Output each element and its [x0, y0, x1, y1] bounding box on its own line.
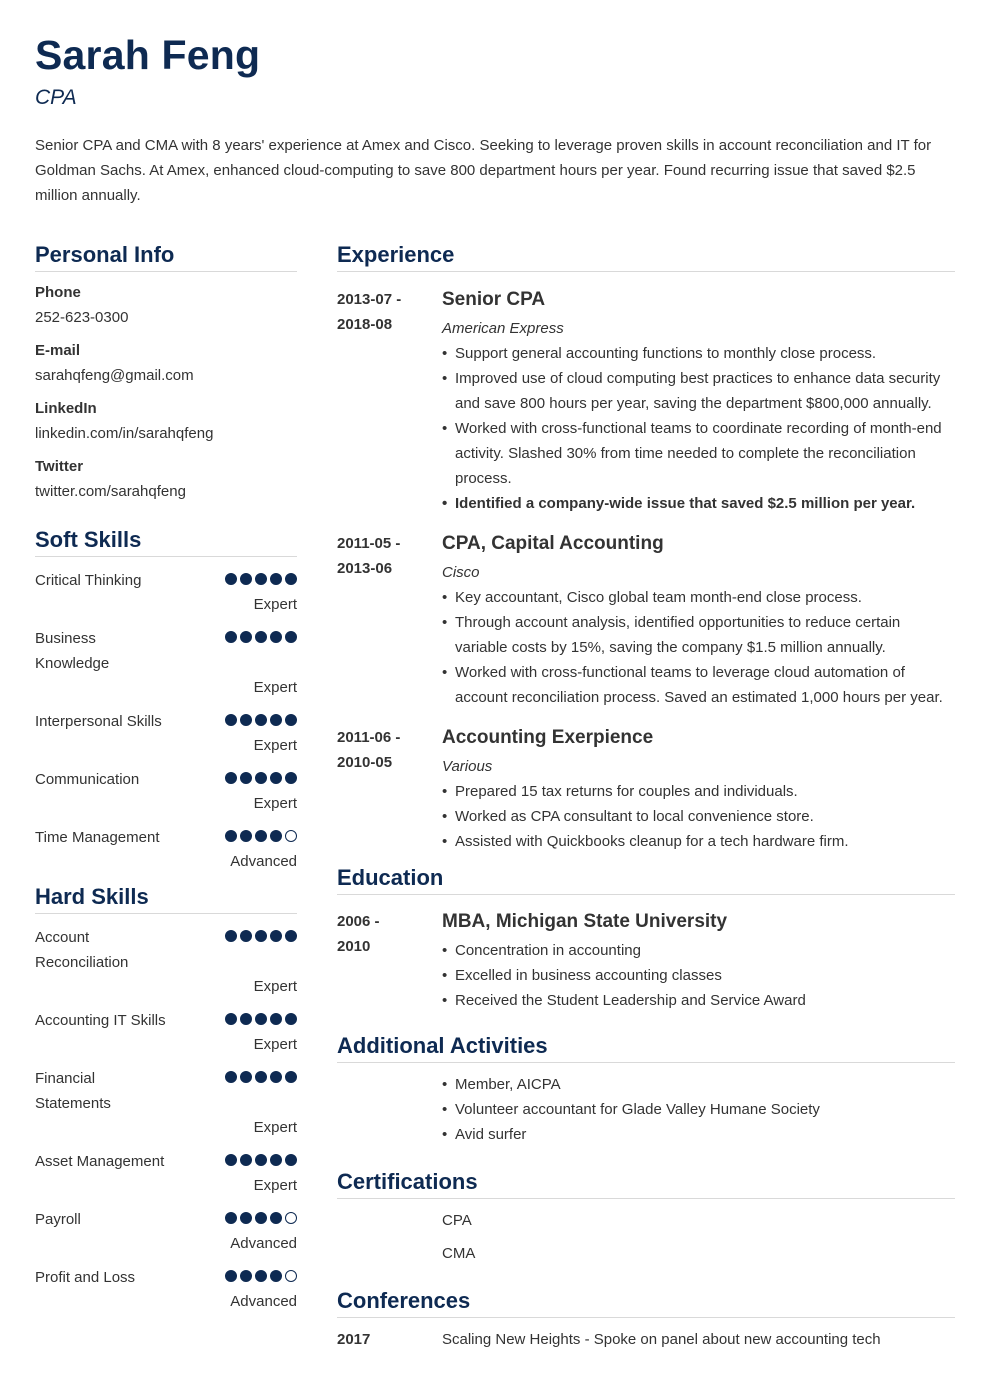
- rating-dot-filled: [240, 1270, 252, 1282]
- info-label: Phone: [35, 284, 81, 301]
- rating-dot-filled: [240, 573, 252, 585]
- rating-dot-filled: [270, 631, 282, 643]
- date-start: 2011-05 -: [337, 535, 401, 552]
- rating-dot-filled: [270, 573, 282, 585]
- activities-section: [337, 1033, 955, 1147]
- rating-dot-filled: [225, 573, 237, 585]
- bullet-item: • Key accountant, Cisco global team month-end close process.: [442, 585, 955, 610]
- company-name: Cisco: [442, 564, 480, 581]
- skill-name: Communication: [35, 771, 140, 788]
- rating-dot-filled: [225, 714, 237, 726]
- rating-dot-filled: [225, 830, 237, 842]
- skill-time-management: [35, 825, 297, 873]
- rating-dot-filled: [270, 1013, 282, 1025]
- skill-rating: [225, 1212, 297, 1224]
- candidate-title: CPA: [35, 86, 77, 109]
- skill-rating: [225, 1154, 297, 1166]
- rating-dot-filled: [270, 930, 282, 942]
- activity-item: • Volunteer accountant for Glade Valley Humane Society: [442, 1097, 955, 1122]
- bullet-item: • Assisted with Quickbooks cleanup for a tech hardware firm.: [442, 829, 955, 854]
- rating-dot-filled: [255, 1071, 267, 1083]
- rating-dot-filled: [225, 1154, 237, 1166]
- date-start: 2006 -: [337, 913, 380, 930]
- rating-dot-filled: [255, 1154, 267, 1166]
- rating-dot-filled: [255, 930, 267, 942]
- skill-rating: [225, 930, 297, 942]
- bullet-item: • Improved use of cloud computing best practices to enhance data security and save 800 hours per year, saving the department $800,000 annually.: [442, 366, 955, 416]
- bullet-item: • Worked with cross-functional teams to leverage cloud automation of account reconciliation process. Saved an estimated 1,000 hours per year.: [442, 660, 955, 710]
- rating-dot-filled: [225, 930, 237, 942]
- experience-heading: Experience: [337, 242, 955, 272]
- skill-name: Asset Management: [35, 1153, 165, 1170]
- bullet-item: • Received the Student Leadership and Service Award: [442, 988, 955, 1013]
- conference-text: Scaling New Heights - Spoke on panel about new accounting tech: [442, 1331, 881, 1348]
- rating-dot-filled: [270, 1270, 282, 1282]
- skill-rating: [225, 714, 297, 726]
- conferences-heading: Conferences: [337, 1288, 955, 1318]
- rating-dot-filled: [270, 714, 282, 726]
- rating-dot-empty: [285, 1212, 297, 1224]
- personal-info-section: [35, 242, 297, 504]
- date-end: 2013-06: [337, 560, 393, 577]
- info-linkedin: [35, 396, 297, 446]
- skill-critical-thinking: [35, 568, 297, 616]
- rating-dot-filled: [225, 1013, 237, 1025]
- skill-interpersonal: [35, 709, 297, 757]
- rating-dot-filled: [285, 930, 297, 942]
- activities-list: [442, 1072, 955, 1147]
- rating-dot-filled: [240, 930, 252, 942]
- bullet-list: [442, 779, 955, 854]
- info-value: sarahqfeng@gmail.com: [35, 367, 194, 384]
- date-end: 2010-05: [337, 754, 393, 771]
- bullet-item-highlight: • Identified a company-wide issue that saved $2.5 million per year.: [442, 491, 955, 516]
- job-title: Accounting Exerpience: [442, 727, 654, 748]
- skill-level: Expert: [253, 596, 297, 613]
- date-end: 2018-08: [337, 316, 393, 333]
- education-section: [337, 865, 955, 1013]
- rating-dot-filled: [255, 714, 267, 726]
- skill-profit-and-loss: [35, 1265, 297, 1313]
- education-entry: [337, 909, 955, 1013]
- rating-dot-filled: [255, 1212, 267, 1224]
- rating-dot-filled: [285, 631, 297, 643]
- skill-rating: [225, 830, 297, 842]
- experience-section: [337, 242, 955, 854]
- experience-entry: [337, 287, 955, 516]
- bullet-item: • Worked with cross-functional teams to coordinate recording of month-end activity. Slashed 30% from time needed to complete the reconciliation process.: [442, 416, 955, 491]
- rating-dot-filled: [225, 772, 237, 784]
- skill-rating: [225, 1013, 297, 1025]
- info-value: twitter.com/sarahqfeng: [35, 483, 186, 500]
- rating-dot-filled: [270, 1071, 282, 1083]
- bullet-item: • Prepared 15 tax returns for couples and individuals.: [442, 779, 955, 804]
- entry-date: [337, 287, 427, 337]
- hard-skills-heading: Hard Skills: [35, 884, 297, 914]
- company-name: Various: [442, 758, 493, 775]
- rating-dot-filled: [255, 1013, 267, 1025]
- skill-payroll: [35, 1207, 297, 1255]
- soft-skills-heading: Soft Skills: [35, 527, 297, 557]
- bullet-item: • Support general accounting functions to monthly close process.: [442, 341, 955, 366]
- rating-dot-filled: [255, 772, 267, 784]
- conference-entry: [337, 1327, 955, 1352]
- conferences-section: [337, 1288, 955, 1352]
- job-title: CPA, Capital Accounting: [442, 533, 664, 554]
- date-start: 2013-07 -: [337, 291, 402, 308]
- skill-name: Business Knowledge: [35, 630, 110, 672]
- skill-financial-statements: [35, 1066, 297, 1139]
- skill-level: Expert: [253, 795, 297, 812]
- activities-heading: Additional Activities: [337, 1033, 955, 1063]
- rating-dot-filled: [240, 631, 252, 643]
- rating-dot-filled: [240, 1013, 252, 1025]
- certifications-section: [337, 1169, 955, 1266]
- info-email: [35, 338, 297, 388]
- rating-dot-filled: [240, 1071, 252, 1083]
- date-start: 2011-06 -: [337, 729, 401, 746]
- skill-level: Expert: [253, 737, 297, 754]
- skill-name: Time Management: [35, 829, 160, 846]
- rating-dot-filled: [240, 830, 252, 842]
- skill-rating: [225, 573, 297, 585]
- rating-dot-filled: [285, 714, 297, 726]
- rating-dot-empty: [285, 830, 297, 842]
- skill-level: Expert: [253, 1177, 297, 1194]
- certification-item: CMA: [442, 1245, 476, 1262]
- rating-dot-filled: [255, 830, 267, 842]
- skill-level: Advanced: [230, 853, 297, 870]
- rating-dot-filled: [270, 772, 282, 784]
- rating-dot-filled: [285, 573, 297, 585]
- skill-business-knowledge: [35, 626, 297, 699]
- activity-item: • Avid surfer: [442, 1122, 955, 1147]
- bullet-item: • Excelled in business accounting classes: [442, 963, 955, 988]
- skill-name: Critical Thinking: [35, 572, 142, 589]
- skill-account-reconciliation: [35, 925, 297, 998]
- rating-dot-filled: [285, 1071, 297, 1083]
- skill-rating: [225, 631, 297, 643]
- experience-entry: [337, 531, 955, 710]
- candidate-name: Sarah Feng: [35, 32, 261, 78]
- info-value: linkedin.com/in/sarahqfeng: [35, 425, 214, 442]
- rating-dot-filled: [255, 1270, 267, 1282]
- skill-level: Expert: [253, 978, 297, 995]
- skill-name: Accounting IT Skills: [35, 1012, 166, 1029]
- entry-date: [337, 531, 427, 581]
- rating-dot-filled: [255, 573, 267, 585]
- experience-entry: [337, 725, 955, 854]
- skill-communication: [35, 767, 297, 815]
- summary: Senior CPA and CMA with 8 years' experience at Amex and Cisco. Seeking to leverage proven skills in account reconciliation and IT for Goldman Sachs. At Amex, enhanced cloud-computing to save 800 department hours per year. Found recurring issue that saved $2.5 million annually.: [35, 137, 932, 204]
- rating-dot-filled: [225, 1071, 237, 1083]
- skill-level: Expert: [253, 679, 297, 696]
- skill-level: Expert: [253, 1119, 297, 1136]
- skill-level: Advanced: [230, 1293, 297, 1310]
- skill-rating: [225, 1270, 297, 1282]
- rating-dot-empty: [285, 1270, 297, 1282]
- info-value: 252-623-0300: [35, 309, 129, 326]
- skill-accounting-it: [35, 1008, 297, 1056]
- bullet-item: • Through account analysis, identified opportunities to reduce certain variable costs by 15%, saving the company $1.5 million annually.: [442, 610, 955, 660]
- skill-name: Profit and Loss: [35, 1269, 136, 1286]
- skill-name: Financial Statements: [35, 1070, 111, 1112]
- activity-item: • Member, AICPA: [442, 1072, 955, 1097]
- info-twitter: [35, 454, 297, 504]
- rating-dot-filled: [225, 1270, 237, 1282]
- hard-skills-section: [35, 884, 297, 1313]
- bullet-item: • Worked as CPA consultant to local convenience store.: [442, 804, 955, 829]
- entry-date: [337, 725, 427, 775]
- info-phone: [35, 280, 297, 330]
- skill-level: Expert: [253, 1036, 297, 1053]
- skill-name: Account Reconciliation: [35, 929, 129, 971]
- rating-dot-filled: [270, 830, 282, 842]
- date-end: 2010: [337, 938, 371, 955]
- degree-title: MBA, Michigan State University: [442, 911, 728, 932]
- skill-name: Interpersonal Skills: [35, 713, 162, 730]
- certifications-heading: Certifications: [337, 1169, 955, 1199]
- education-heading: Education: [337, 865, 955, 895]
- soft-skills-section: [35, 527, 297, 873]
- info-label: Twitter: [35, 458, 84, 475]
- rating-dot-filled: [285, 1154, 297, 1166]
- certification-item: CPA: [442, 1212, 472, 1229]
- rating-dot-filled: [225, 1212, 237, 1224]
- bullet-list: [442, 341, 955, 516]
- rating-dot-filled: [225, 631, 237, 643]
- info-label: LinkedIn: [35, 400, 97, 417]
- skill-level: Advanced: [230, 1235, 297, 1252]
- bullet-list: [442, 585, 955, 710]
- rating-dot-filled: [240, 772, 252, 784]
- skill-name: Payroll: [35, 1211, 81, 1228]
- bullet-item: • Concentration in accounting: [442, 938, 955, 963]
- skill-asset-management: [35, 1149, 297, 1197]
- entry-date: [337, 909, 427, 959]
- personal-info-heading: Personal Info: [35, 242, 297, 272]
- rating-dot-filled: [240, 1212, 252, 1224]
- info-label: E-mail: [35, 342, 81, 359]
- rating-dot-filled: [240, 714, 252, 726]
- rating-dot-filled: [240, 1154, 252, 1166]
- conference-year: 2017: [337, 1331, 371, 1348]
- rating-dot-filled: [285, 1013, 297, 1025]
- skill-rating: [225, 1071, 297, 1083]
- company-name: American Express: [442, 320, 564, 337]
- job-title: Senior CPA: [442, 289, 546, 310]
- bullet-list: [442, 938, 955, 1013]
- rating-dot-filled: [285, 772, 297, 784]
- skill-rating: [225, 772, 297, 784]
- rating-dot-filled: [255, 631, 267, 643]
- rating-dot-filled: [270, 1154, 282, 1166]
- rating-dot-filled: [270, 1212, 282, 1224]
